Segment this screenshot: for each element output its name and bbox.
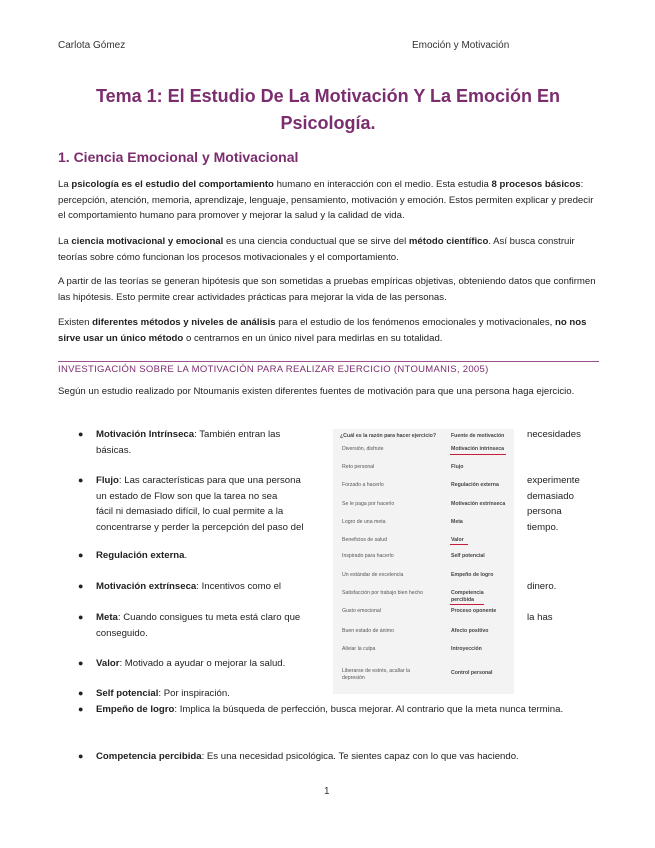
bullet-icon: ● xyxy=(78,688,84,698)
table-cell-reason: Un estándar de excelencia xyxy=(342,572,404,578)
table-cell-source: Motivación extrínseca xyxy=(451,501,506,507)
table-cell-source: Control personal xyxy=(451,670,493,676)
wrapped-text-flujo: experimente demasiado persona tiempo. xyxy=(527,475,580,533)
bullet-icon: ● xyxy=(78,658,84,668)
bullet-icon: ● xyxy=(78,751,84,761)
document-title: Tema 1: El Estudio De La Motivación Y La Emoción En Psicología. xyxy=(95,86,561,133)
table-cell-source: Self potencial xyxy=(451,553,485,559)
table-cell-source: Regulación externa xyxy=(451,482,499,488)
paragraph-ciencia-motivacional: La ciencia motivacional y emocional es una ciencia conductual que se sirve del método científico. Así busca construir teorías sobre cómo funcionan los procesos motivacionales y el comportamiento. xyxy=(58,236,575,263)
bullet-icon: ● xyxy=(78,429,84,439)
table-cell-source: Proceso oponente xyxy=(451,608,497,614)
bullet-icon: ● xyxy=(78,581,84,591)
table-cell-reason: Inspirado para hacerlo xyxy=(342,553,394,559)
table-cell-reason: Gusto emocional xyxy=(342,608,381,614)
table-cell-reason: Liberarse de estrés, acallar la depresión xyxy=(342,668,411,681)
section-heading-investigacion: INVESTIGACIÓN SOBRE LA MOTIVACIÓN PARA REALIZAR EJERCICIO (NTOUMANIS, 2005) xyxy=(58,364,489,375)
table-cell-source: Empeño de logro xyxy=(451,572,494,578)
table-cell-reason: Beneficios de salud xyxy=(342,537,387,543)
bullet-icon: ● xyxy=(78,612,84,622)
table-cell-source: Introyección xyxy=(451,646,482,652)
wrapped-text-necesidades: necesidades xyxy=(527,429,581,440)
table-cell-reason: Reto personal xyxy=(342,464,375,470)
section-divider xyxy=(58,361,599,362)
table-cell-reason: Aliviar la culpa xyxy=(342,646,376,652)
wrapped-text-dinero: dinero. xyxy=(527,581,557,592)
header-subject: Emoción y Motivación xyxy=(412,40,510,51)
paragraph-metodos: Existen diferentes métodos y niveles de análisis para el estudio de los fenómenos emocionales y motivacionales, no nos sirve usar un único método o centrarnos en un único nivel para medirlas en su totalidad. xyxy=(58,317,587,344)
table-cell-source: Competencia percibida xyxy=(451,590,484,603)
table-cell-reason: Buen estado de ánimo xyxy=(342,628,394,634)
table-cell-source: Flujo xyxy=(451,464,464,470)
table-cell-source: Valor xyxy=(451,537,464,543)
header-author: Carlota Gómez xyxy=(58,40,126,51)
section-heading-ciencia: 1. Ciencia Emocional y Motivacional xyxy=(58,149,299,165)
highlight-underline xyxy=(450,454,506,455)
wrapped-text-la-has: la has xyxy=(527,612,553,623)
paragraph-psicologia: La psicología es el estudio del comportamiento humano en interacción con el medio. Esta estudia 8 procesos básicos: percepción, atención, memoria, aprendizaje, lenguaje, pensamiento, motivación y emoción. Estos permiten explicar y predecir el comportamiento humano para promover y mejorar la salud y la calidad de vida. xyxy=(58,179,594,221)
bullet-icon: ● xyxy=(78,475,84,485)
table-header-reason: ¿Cuál es la razón para hacer ejercicio? xyxy=(340,433,437,439)
table-cell-source: Motivación intrínseca xyxy=(451,446,505,452)
table-cell-source: Meta xyxy=(451,519,463,525)
table-cell-reason: Forzado a hacerlo xyxy=(342,482,384,488)
paragraph-ntoumanis-intro: Según un estudio realizado por Ntoumanis existen diferentes fuentes de motivación para que una persona haga ejercicio. xyxy=(58,386,575,397)
motivation-sources-table xyxy=(333,429,514,694)
table-cell-reason: Logro de una meta xyxy=(342,519,386,525)
table-header-source: Fuente de motivación xyxy=(451,433,505,439)
bullet-icon: ● xyxy=(78,704,84,714)
table-cell-reason: Diversión, disfrute xyxy=(342,446,384,452)
bullet-icon: ● xyxy=(78,550,84,560)
table-cell-reason: Se le paga por hacerlo xyxy=(342,501,395,507)
highlight-underline xyxy=(450,544,468,545)
highlight-underline xyxy=(450,604,484,605)
table-cell-reason: Satisfacción por trabajo bien hecho xyxy=(342,590,424,596)
table-cell-source: Afecto positivo xyxy=(451,628,489,634)
paragraph-hipotesis: A partir de las teorías se generan hipótesis que son sometidas a pruebas empíricas objetivas, obteniendo datos que confirmen las hipótesis. Esto permite crear actividades prácticas para mejorar la vida de las personas. xyxy=(58,276,596,303)
page-number: 1 xyxy=(324,786,330,797)
